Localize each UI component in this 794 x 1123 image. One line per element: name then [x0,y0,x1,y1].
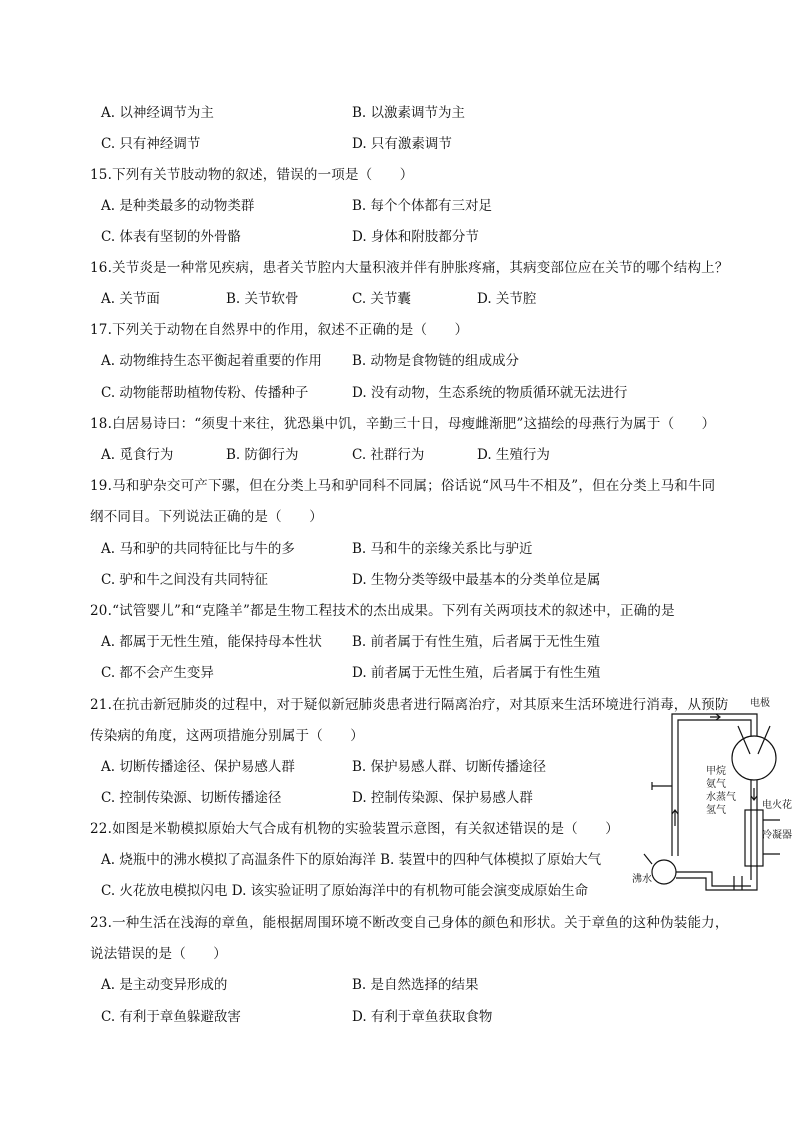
flow-arrow-right [751,788,757,800]
q16-option-d: D. 关节腔 [477,291,537,307]
q19-stem-line2: 纲不同目。下列说法正确的是（ ） [90,509,323,525]
left-tap [652,782,672,790]
q14-option-d: D. 只有激素调节 [352,136,452,152]
q14-option-c: C. 只有神经调节 [101,136,201,152]
electrode-wires [738,726,770,754]
q15-option-a: A. 是种类最多的动物类群 [101,198,255,214]
flow-arrow-left [672,810,678,826]
q21-option-a: A. 切断传播途径、保护易感人群 [101,759,295,775]
q18-option-c: C. 社群行为 [352,447,425,463]
q18-stem: 18.白居易诗曰：“须叟十来往，犹恐巢中饥，辛勤三十日，母瘦雌渐肥”这描绘的母燕行为属于（ ） [90,416,716,432]
flow-arrow-top [710,714,720,720]
q15-option-b: B. 每个个体都有三对足 [352,198,493,214]
label-spark: 电火花 [762,800,792,811]
q19-option-d: D. 生物分类等级中最基本的分类单位是属 [352,572,601,588]
q17-option-d: D. 没有动物，生态系统的物质循环就无法进行 [352,385,628,401]
q22-options-line1: A. 烧瓶中的沸水模拟了高温条件下的原始海洋 B. 装置中的四种气体模拟了原始大气 [101,852,602,868]
q19-stem-line1: 19.马和驴杂交可产下骡，但在分类上马和驴同科不同属；俗话说“风马牛不相及”，但在分类上马和牛同 [90,478,716,494]
q15-option-c: C. 体表有坚韧的外骨骼 [101,229,241,245]
q23-stem-line1: 23.一种生活在浅海的章鱼，能根据周围环境不断改变自己身体的颜色和形状。关于章鱼的这种伪装能力， [90,915,729,931]
q21-stem-line1: 21.在抗击新冠肺炎的过程中，对于疑似新冠肺炎患者进行隔离治疗，对其原来生活环境进行消毒，从预防 [90,697,729,713]
q20-option-c: C. 都不会产生变异 [101,665,214,681]
q21-stem-line2: 传染病的角度，这两项措施分别属于（ ） [90,728,364,744]
q17-option-a: A. 动物维持生态平衡起着重要的作用 [101,353,322,369]
q19-option-c: C. 驴和牛之间没有共同特征 [101,572,268,588]
label-vapor: 水蒸气 [706,792,736,803]
q20-option-b: B. 前者属于有性生殖，后者属于无性生殖 [352,634,601,650]
q23-option-a: A. 是主动变异形成的 [101,977,228,993]
spark-flask [732,736,776,780]
q23-option-c: C. 有利于章鱼躲避敌害 [101,1009,241,1025]
q18-option-a: A. 觅食行为 [101,447,174,463]
q19-option-b: B. 马和牛的亲缘关系比与驴近 [352,541,533,557]
q22-options-line2: C. 火花放电模拟闪电 D. 该实验证明了原始海洋中的有机物可能会演变成原始生命 [101,883,589,899]
q16-stem: 16.关节炎是一种常见疾病，患者关节腔内大量积液并伴有肿胀疼痛，其病变部位应在关节的哪个结构上？ [90,260,729,276]
q21-option-c: C. 控制传染源、切断传播途径 [101,790,282,806]
q23-option-d: D. 有利于章鱼获取食物 [352,1009,493,1025]
label-condenser: 冷凝器 [762,830,792,841]
q23-option-b: B. 是自然选择的结果 [352,977,479,993]
q17-option-b: B. 动物是食物链的组成成分 [352,353,520,369]
q23-stem-line2: 说法错误的是（ ） [90,946,227,962]
q17-stem: 17.下列关于动物在自然界中的作用，叙述不正确的是（ ） [90,322,469,338]
label-electrode: 电极 [750,698,770,709]
q15-option-d: D. 身体和附肢都分节 [352,229,479,245]
q16-option-a: A. 关节面 [101,291,160,307]
q18-option-d: D. 生殖行为 [477,447,550,463]
label-ammonia: 氨气 [706,779,726,790]
q20-option-a: A. 都属于无性生殖，能保持母本性状 [101,634,322,650]
miller-apparatus-figure [612,696,792,892]
boiling-flask [652,860,676,884]
q21-option-d: D. 控制传染源、保护易感人群 [352,790,533,806]
q21-option-b: B. 保护易感人群、切断传播途径 [352,759,547,775]
condenser [745,810,763,866]
q16-option-b: B. 关节软骨 [226,291,299,307]
q20-stem: 20.“试管婴儿”和“克隆羊”都是生物工程技术的杰出成果。下列有关两项技术的叙述中，正确的是 [90,603,675,619]
label-boiling: 沸水 [632,874,652,885]
q18-option-b: B. 防御行为 [226,447,299,463]
q17-option-c: C. 动物能帮助植物传粉、传播种子 [101,385,309,401]
label-methane: 甲烷 [706,766,726,777]
q15-stem: 15.下列有关节肢动物的叙述，错误的一项是（ ） [90,167,414,183]
q16-option-c: C. 关节囊 [352,291,411,307]
q19-option-a: A. 马和驴的共同特征比与牛的多 [101,541,295,557]
q14-option-a: A. 以神经调节为主 [101,105,214,121]
q22-stem: 22.如图是米勒模拟原始大气合成有机物的实验装置示意图，有关叙述错误的是（ ） [90,821,619,837]
label-hydrogen: 氢气 [706,805,726,816]
q20-option-d: D. 前者属于无性生殖，后者属于有性生殖 [352,665,601,681]
q14-option-b: B. 以激素调节为主 [352,105,466,121]
